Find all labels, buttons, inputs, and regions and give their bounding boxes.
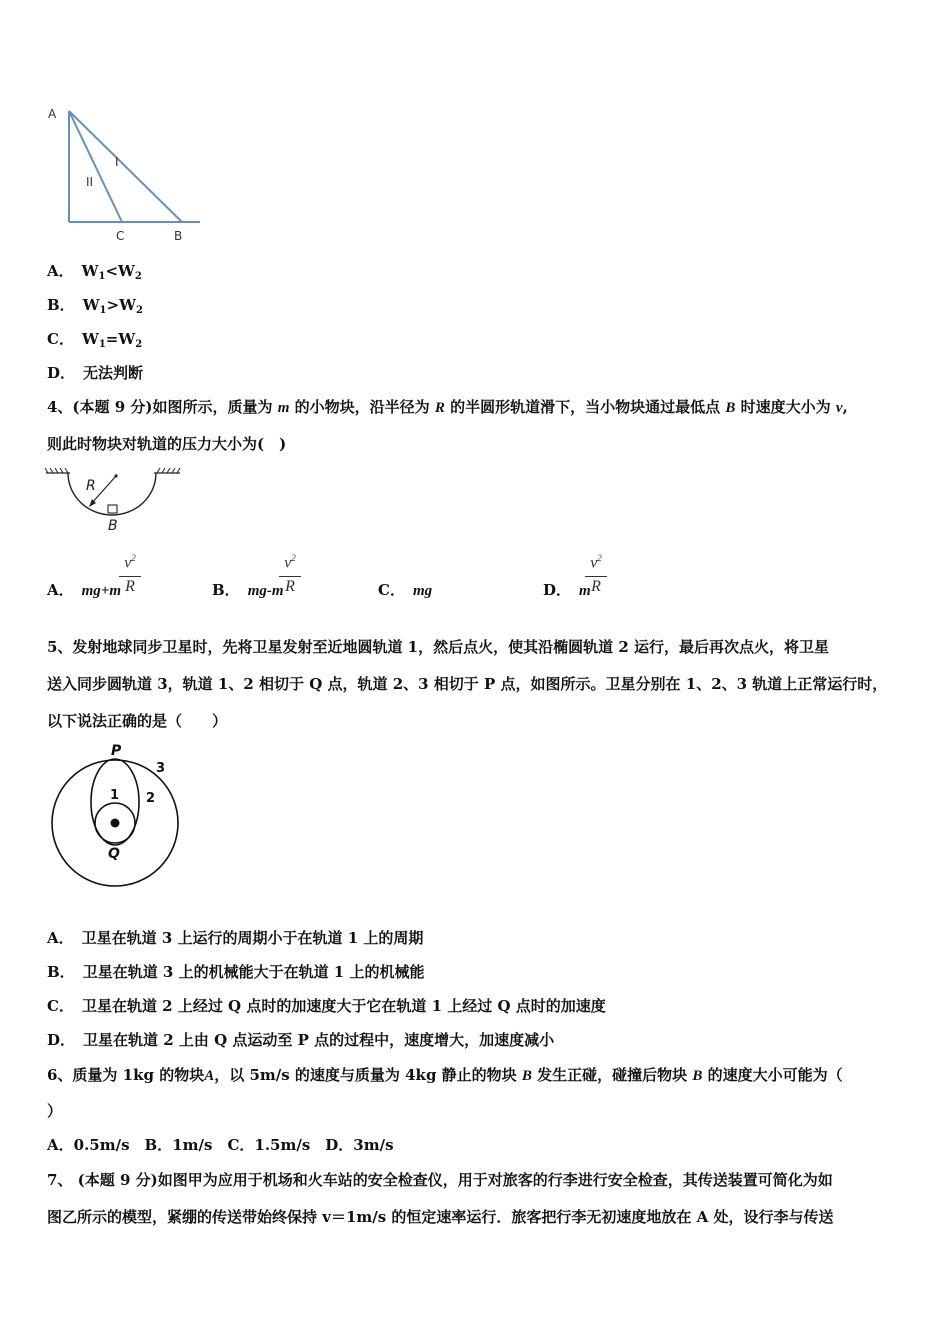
q6-stem-line-1: 6、质量为 1kg 的物块A，以 5m/s 的速度与质量为 4kg 静止的物块 B 发生正碰，碰撞后物块 B 的速度大小可能为（ (47, 1066, 843, 1084)
label-orbit-3: 3 (156, 761, 166, 776)
q3-option-a: A． $W_1<W_2$ (47, 262, 142, 282)
q4-option-d: D． m (543, 581, 591, 599)
label-c: C (116, 229, 125, 243)
q4-stem-line-2: 则此时物块对轨道的压力大小为( ) (47, 435, 287, 453)
orbit-figure (44, 740, 189, 890)
label-q: Q (108, 846, 120, 862)
label-a: A (48, 107, 57, 121)
q5-option-b: B． 卫星在轨道 3 上的机械能大于在轨道 1 上的机械能 (47, 963, 425, 981)
track-center (114, 474, 117, 477)
label-path-1: I (115, 155, 119, 169)
q7-stem-line-2: 图乙所示的模型，紧绷的传送带始终保持 v＝1m/s 的恒定速率运行．旅客把行李无初速度地放在 A 处，设行李与传送 (47, 1208, 834, 1226)
semicircle-track-figure (44, 464, 184, 536)
q4-option-a: A． mg+m (47, 581, 122, 599)
label-r: R (86, 478, 96, 494)
q6-stem-line-2: ） (47, 1102, 63, 1120)
label-orbit-2: 2 (146, 791, 156, 806)
q5-option-a: A． 卫星在轨道 3 上运行的周期小于在轨道 1 上的周期 (47, 929, 424, 947)
label-path-2: II (86, 175, 94, 189)
ground-hatch-left (45, 468, 68, 473)
earth (111, 819, 120, 828)
q4-stem-line-1: 4、(本题 9 分)如图所示，质量为 m 的小物块，沿半径为 R 的半圆形轨道滑下，当小物块通过最低点 B 时速度大小为 v, (47, 398, 848, 416)
q3-option-b: B． $W_1>W_2$ (47, 296, 143, 316)
label-b: B (174, 229, 183, 243)
q5-stem-line-3: 以下说法正确的是（ ） (47, 712, 228, 730)
incline-figure (40, 100, 210, 250)
label-orbit-1: 1 (110, 788, 120, 803)
semicircle-track (68, 473, 156, 515)
q3-option-d: D． 无法判断 (47, 364, 144, 382)
incline-path-1 (69, 111, 182, 222)
q4-option-c: C． mg (378, 581, 433, 599)
block (108, 505, 117, 513)
label-b-bottom: B (108, 518, 118, 534)
q5-stem-line-1: 5、发射地球同步卫星时，先将卫星发射至近地圆轨道 1，然后点火，使其沿椭圆轨道 2 运行，最后再次点火，将卫星 (47, 638, 829, 656)
ground-hatch-right (157, 468, 180, 473)
q5-option-d: D． 卫星在轨道 2 上由 Q 点运动至 P 点的过程中，速度增大，加速度减小 (47, 1031, 555, 1049)
q5-stem-line-2: 送入同步圆轨道 3，轨道 1、2 相切于 Q 点，轨道 2、3 相切于 P 点，如图所示。卫星分别在 1、2、3 轨道上正常运行时， (47, 675, 888, 693)
q7-stem-line-1: 7、 (本题 9 分)如图甲为应用于机场和火车站的安全检查仪，用于对旅客的行李进行安全检查，其传送装置可简化为如 (47, 1171, 833, 1189)
q5-option-c: C． 卫星在轨道 2 上经过 Q 点时的加速度大于它在轨道 1 上经过 Q 点时的加速度 (47, 997, 606, 1015)
q3-option-c: C． $W_1=W_2$ (47, 330, 143, 350)
q6-options: A．0.5m/s B．1m/s C．1.5m/s D．3m/s (47, 1136, 394, 1154)
q4-option-b: B． mg-m (212, 581, 284, 599)
label-p: P (111, 743, 122, 759)
